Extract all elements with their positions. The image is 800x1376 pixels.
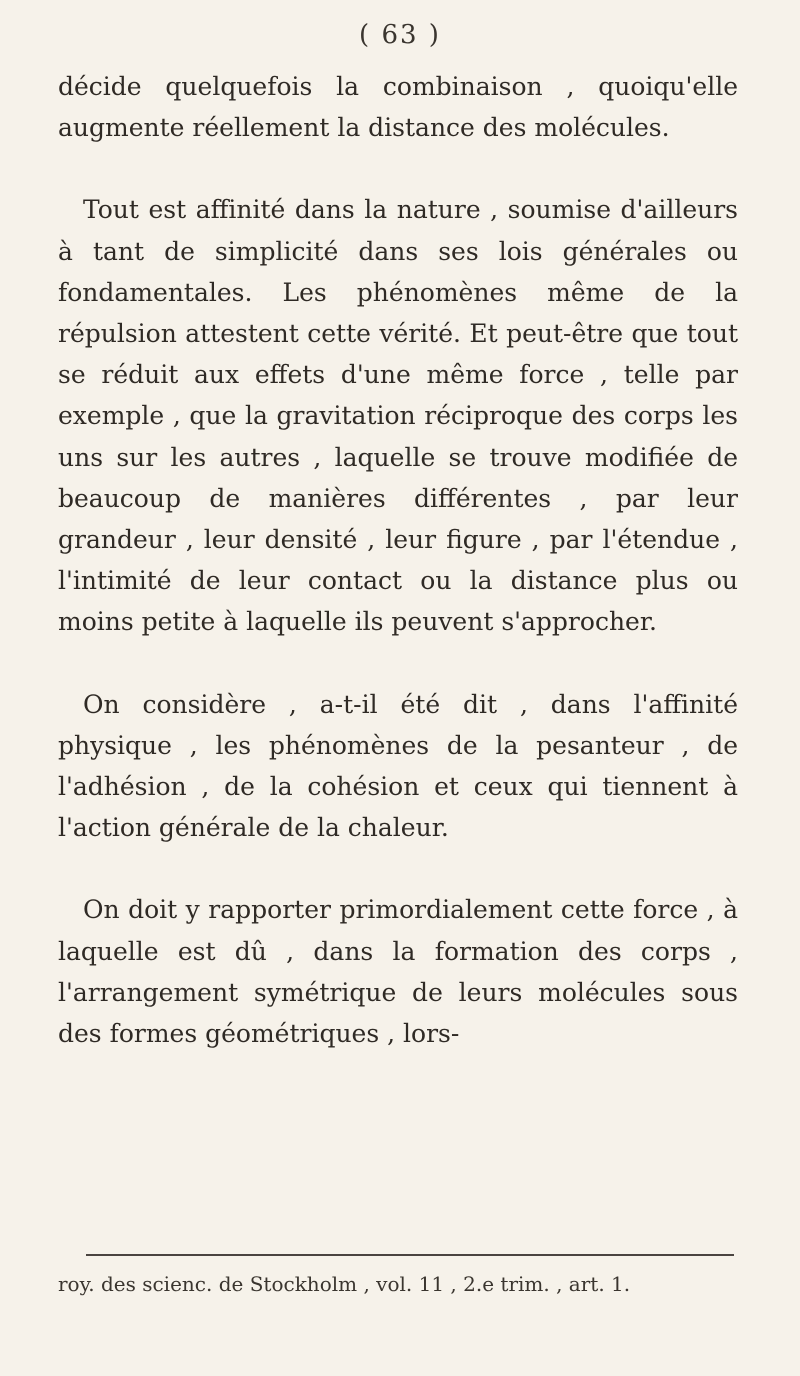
paragraph-continuation: décide quelquefois la combinaison , quoiqu'elle augmente réellement la distance des molécules. [58, 72, 738, 143]
page-number: ( 63 ) [359, 20, 441, 50]
body-text [58, 66, 738, 1054]
paragraph-physical-affinity: On considère , a-t-il été dit , dans l'affinité physique , les phénomènes de la pesanteur , de l'adhésion , de la cohésion et ceux qui tiennent à l'action générale de la chaleur. [58, 689, 738, 843]
footnote-divider [86, 1254, 734, 1256]
footnote: roy. des scienc. de Stockholm , vol. 11 , 2.e trim. , art. 1. [58, 1272, 631, 1296]
paragraph-symmetric-arrangement: On doit y rapporter primordialement cette force , à laquelle est dû , dans la formation des corps , l'arrangement symétrique de leurs molécules sous des formes géométriques , lors- [58, 895, 738, 1049]
paragraph-affinity-in-nature: Tout est affinité dans la nature , soumise d'ailleurs à tant de simplicité dans ses lois générales ou fondamentales. Les phénomènes même de la répulsion attestent cette vérité. Et peut-être que tout se réduit aux effets d'une même force , telle par exemple , que la gravitation réciproque des corps les uns sur les autres , laquelle se trouve modifiée de beaucoup de manières différentes , par leur grandeur , leur densité , leur figure , par l'étendue , l'intimité de leur contact ou la distance plus ou moins petite à laquelle ils peuvent s'approcher. [58, 195, 738, 637]
